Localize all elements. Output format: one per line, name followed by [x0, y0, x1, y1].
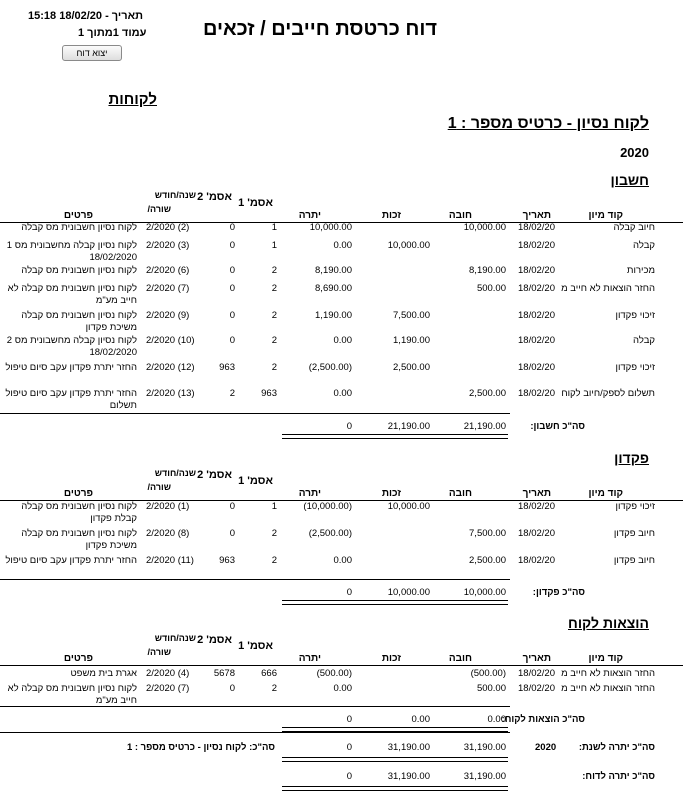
- row-date: 18/02/20: [518, 283, 555, 294]
- row-period: 2/2020 (7): [146, 683, 190, 694]
- row-details: לקוח נסיון חשבונית מס קבלה קבלת פקדון: [21, 501, 137, 524]
- row-ref2: 963: [219, 555, 235, 566]
- row-balance: (10,000.00): [303, 501, 352, 512]
- row-date: 18/02/20: [518, 668, 555, 679]
- section-total-debit: 21,190.00: [463, 421, 506, 432]
- row-details: לקוח נסיון חשבונית מס קבלה לא חייב מע"מ: [7, 283, 137, 306]
- grand-total-underline: [282, 786, 508, 787]
- row-ref2: 0: [229, 310, 235, 321]
- export-report-button[interactable]: יצוא דוח: [62, 45, 122, 61]
- row-balance: 0.00: [333, 240, 352, 251]
- row-balance: 1,190.00: [315, 310, 352, 321]
- row-ref1: 2: [271, 362, 277, 373]
- row-period: 2/2020 (13): [146, 388, 195, 399]
- report-date: תאריך - 18/02/20 15:18: [28, 10, 143, 22]
- column-header-ref1: אסמ' 1: [238, 640, 273, 652]
- row-date: 18/02/20: [518, 501, 555, 512]
- total-underline: [282, 434, 508, 435]
- row-code: זיכוי פקדון: [615, 310, 655, 321]
- year-total-balance: 0: [346, 742, 352, 753]
- year-total-double-underline: [282, 761, 508, 762]
- row-code: זיכוי פקדון: [615, 501, 655, 512]
- row-details: לקוח נסיון חשבונית מס קבלה משיכת פקדון: [21, 528, 137, 551]
- row-ref2: 5678: [213, 668, 235, 679]
- row-date: 18/02/20: [518, 310, 555, 321]
- row-ref2: 0: [229, 265, 235, 276]
- year-total-year: 2020: [535, 742, 557, 753]
- row-period: 2/2020 (2): [146, 222, 190, 233]
- grand-total-balance: 0: [346, 771, 352, 782]
- section-total-label: סה"כ הוצאות לקוח:: [501, 714, 585, 725]
- row-details: אגרת בית משפט: [70, 668, 137, 679]
- row-ref2: 0: [229, 240, 235, 251]
- column-header-line: שורה/: [147, 647, 171, 657]
- column-header-period: שנה/חודש: [154, 468, 196, 478]
- total-double-underline: [282, 438, 508, 439]
- row-ref2: 0: [229, 501, 235, 512]
- row-debit: 10,000.00: [463, 222, 506, 233]
- year-total-debit: 31,190.00: [463, 742, 506, 753]
- row-ref1: 2: [271, 683, 277, 694]
- grand-total-debit: 31,190.00: [463, 771, 506, 782]
- row-code: זיכוי פקדון: [615, 362, 655, 373]
- column-header-code: קוד מיון: [588, 488, 623, 499]
- row-ref2: 963: [219, 362, 235, 373]
- group-title: לקוחות: [108, 91, 157, 108]
- row-balance: 0.00: [333, 388, 352, 399]
- row-credit: 1,190.00: [393, 335, 430, 346]
- row-code: קבלה: [633, 335, 655, 346]
- row-period: 2/2020 (6): [146, 265, 190, 276]
- row-debit: 500.00: [476, 683, 506, 694]
- row-date: 18/02/20: [518, 555, 555, 566]
- total-double-underline: [282, 604, 508, 605]
- row-code: החזר הוצאות לא חייב מ: [561, 683, 655, 694]
- row-ref1: 2: [271, 335, 277, 346]
- row-date: 18/02/20: [518, 528, 555, 539]
- section-title: הוצאות לקוח: [568, 615, 649, 631]
- row-ref1: 2: [271, 555, 277, 566]
- report-title: דוח כרטסת חייבים / זכאים: [202, 18, 438, 40]
- row-debit: (500.00): [470, 668, 506, 679]
- column-header-code: קוד מיון: [588, 653, 623, 664]
- section-total-balance: 0: [346, 587, 352, 598]
- row-ref1: 963: [261, 388, 277, 399]
- column-header-code: קוד מיון: [588, 210, 623, 221]
- page-number: עמוד 1מתוך 1: [78, 27, 147, 39]
- row-period: 2/2020 (9): [146, 310, 190, 321]
- row-debit: 7,500.00: [469, 528, 506, 539]
- row-ref1: 1: [271, 501, 277, 512]
- column-header-credit: זכות: [381, 488, 401, 499]
- column-header-balance: יתרה: [298, 210, 321, 221]
- total-underline: [282, 727, 508, 728]
- year-total-underline: [282, 757, 508, 758]
- column-header-debit: חובה: [448, 488, 472, 499]
- row-ref2: 0: [229, 683, 235, 694]
- row-period: 2/2020 (10): [146, 335, 195, 346]
- row-date: 18/02/20: [518, 335, 555, 346]
- column-header-date: תאריך: [522, 653, 551, 664]
- column-header-debit: חובה: [448, 210, 472, 221]
- column-header-ref1: אסמ' 1: [238, 475, 273, 487]
- row-balance: (2,500.00): [308, 362, 352, 373]
- column-header-date: תאריך: [522, 488, 551, 499]
- section-end-line: [0, 579, 510, 580]
- row-credit: 10,000.00: [387, 501, 430, 512]
- total-underline: [282, 600, 508, 601]
- row-details: לקוח נסיון חשבונית מס קבלה לא חייב מע"מ: [7, 683, 137, 706]
- row-ref1: 2: [271, 310, 277, 321]
- row-details: לקוח נסיון חשבונית מס קבלה משיכת פקדון: [21, 310, 137, 333]
- column-header-line: שורה/: [147, 204, 171, 214]
- row-period: 2/2020 (4): [146, 668, 190, 679]
- row-period: 2/2020 (3): [146, 240, 190, 251]
- row-credit: 10,000.00: [387, 240, 430, 251]
- column-header-ref2: אסמ' 2: [197, 469, 232, 481]
- row-code: החזר הוצאות לא חייב מ: [561, 668, 655, 679]
- customer-title: לקוח נסיון - כרטיס מספר : 1: [447, 115, 649, 132]
- row-date: 18/02/20: [518, 362, 555, 373]
- row-ref1: 2: [271, 283, 277, 294]
- row-period: 2/2020 (7): [146, 283, 190, 294]
- row-balance: 0.00: [333, 683, 352, 694]
- section-total-debit: 10,000.00: [463, 587, 506, 598]
- section-total-balance: 0: [346, 714, 352, 725]
- row-date: 18/02/20: [518, 265, 555, 276]
- row-ref1: 2: [271, 265, 277, 276]
- row-debit: 2,500.00: [469, 555, 506, 566]
- column-header-line: שורה/: [147, 482, 171, 492]
- column-header-credit: זכות: [381, 210, 401, 221]
- row-details: החזר יתרת פקדון עקב סיום טיפול: [5, 362, 137, 373]
- row-code: תשלום לספק/חיוב לקוח: [561, 388, 655, 399]
- column-header-credit: זכות: [381, 653, 401, 664]
- grand-total-label: סה"כ יתרה לדוח:: [582, 771, 655, 782]
- column-header-balance: יתרה: [298, 488, 321, 499]
- section-total-credit: 21,190.00: [387, 421, 430, 432]
- column-header-ref2: אסמ' 2: [197, 634, 232, 646]
- row-date: 18/02/20: [518, 683, 555, 694]
- row-details: לקוח נסיון חשבונית מס קבלה: [21, 265, 137, 276]
- column-header-date: תאריך: [522, 210, 551, 221]
- row-credit: 2,500.00: [393, 362, 430, 373]
- row-balance: 0.00: [333, 555, 352, 566]
- row-period: 2/2020 (1): [146, 501, 190, 512]
- row-details: החזר יתרת פקדון עקב סיום טיפול תשלום: [5, 388, 137, 411]
- row-code: החזר הוצאות לא חייב מ: [561, 283, 655, 294]
- row-balance: (2,500.00): [308, 528, 352, 539]
- grand-total-double-underline: [282, 790, 508, 791]
- row-details: לקוח נסיון חשבונית מס קבלה: [21, 222, 137, 233]
- column-header-balance: יתרה: [298, 653, 321, 664]
- row-balance: 10,000.00: [309, 222, 352, 233]
- section-total-credit: 10,000.00: [387, 587, 430, 598]
- row-balance: 0.00: [333, 335, 352, 346]
- row-ref2: 0: [229, 283, 235, 294]
- column-header-details: פרטים: [63, 653, 93, 664]
- section-total-credit: 0.00: [411, 714, 430, 725]
- row-date: 18/02/20: [518, 222, 555, 233]
- column-header-period: שנה/חודש: [154, 190, 196, 200]
- row-details: החזר יתרת פקדון עקב סיום טיפול: [5, 555, 137, 566]
- section-title: חשבון: [610, 172, 649, 188]
- row-ref2: 2: [229, 388, 235, 399]
- row-credit: 7,500.00: [393, 310, 430, 321]
- row-balance: 8,690.00: [315, 283, 352, 294]
- row-code: חיוב פקדון: [613, 555, 655, 566]
- row-ref2: 0: [229, 222, 235, 233]
- row-code: קבלה: [633, 240, 655, 251]
- section-end-line: [0, 706, 510, 707]
- row-date: 18/02/20: [518, 240, 555, 251]
- column-header-details: פרטים: [63, 210, 93, 221]
- row-ref2: 0: [229, 528, 235, 539]
- row-ref1: 1: [271, 222, 277, 233]
- column-header-ref2: אסמ' 2: [197, 191, 232, 203]
- row-details: לקוח נסיון קבלה מחשבונית מס 1 18/02/2020: [6, 240, 137, 263]
- section-title: פקדון: [614, 450, 649, 466]
- row-period: 2/2020 (8): [146, 528, 190, 539]
- section-total-label: סה"כ פקדון:: [532, 587, 585, 598]
- column-header-details: פרטים: [63, 488, 93, 499]
- row-debit: 500.00: [476, 283, 506, 294]
- header-underline: [0, 665, 683, 666]
- year-total-line: [0, 732, 510, 733]
- section-total-balance: 0: [346, 421, 352, 432]
- row-ref1: 1: [271, 240, 277, 251]
- row-code: חיוב פקדון: [613, 528, 655, 539]
- row-period: 2/2020 (12): [146, 362, 195, 373]
- row-details: לקוח נסיון קבלה מחשבונית מס 2 18/02/2020: [6, 335, 137, 358]
- year-total-customer: סה"כ: לקוח נסיון - כרטיס מספר : 1: [126, 742, 275, 753]
- row-ref1: 2: [271, 528, 277, 539]
- row-debit: 8,190.00: [469, 265, 506, 276]
- section-total-debit: 0.00: [487, 714, 506, 725]
- row-period: 2/2020 (11): [146, 555, 194, 566]
- row-balance: (500.00): [316, 668, 352, 679]
- row-ref2: 0: [229, 335, 235, 346]
- year-title: 2020: [620, 145, 649, 160]
- column-header-period: שנה/חודש: [154, 633, 196, 643]
- section-end-line: [0, 413, 510, 414]
- grand-total-credit: 31,190.00: [387, 771, 430, 782]
- year-total-credit: 31,190.00: [387, 742, 430, 753]
- year-total-label: סה"כ יתרה לשנת:: [578, 742, 655, 753]
- row-code: חיוב קבלה: [613, 222, 655, 233]
- row-debit: 2,500.00: [469, 388, 506, 399]
- column-header-ref1: אסמ' 1: [238, 197, 273, 209]
- row-balance: 8,190.00: [315, 265, 352, 276]
- row-ref1: 666: [261, 668, 277, 679]
- section-total-label: סה"כ חשבון:: [530, 421, 585, 432]
- column-header-debit: חובה: [448, 653, 472, 664]
- row-code: מכירות: [626, 265, 655, 276]
- row-date: 18/02/20: [518, 388, 555, 399]
